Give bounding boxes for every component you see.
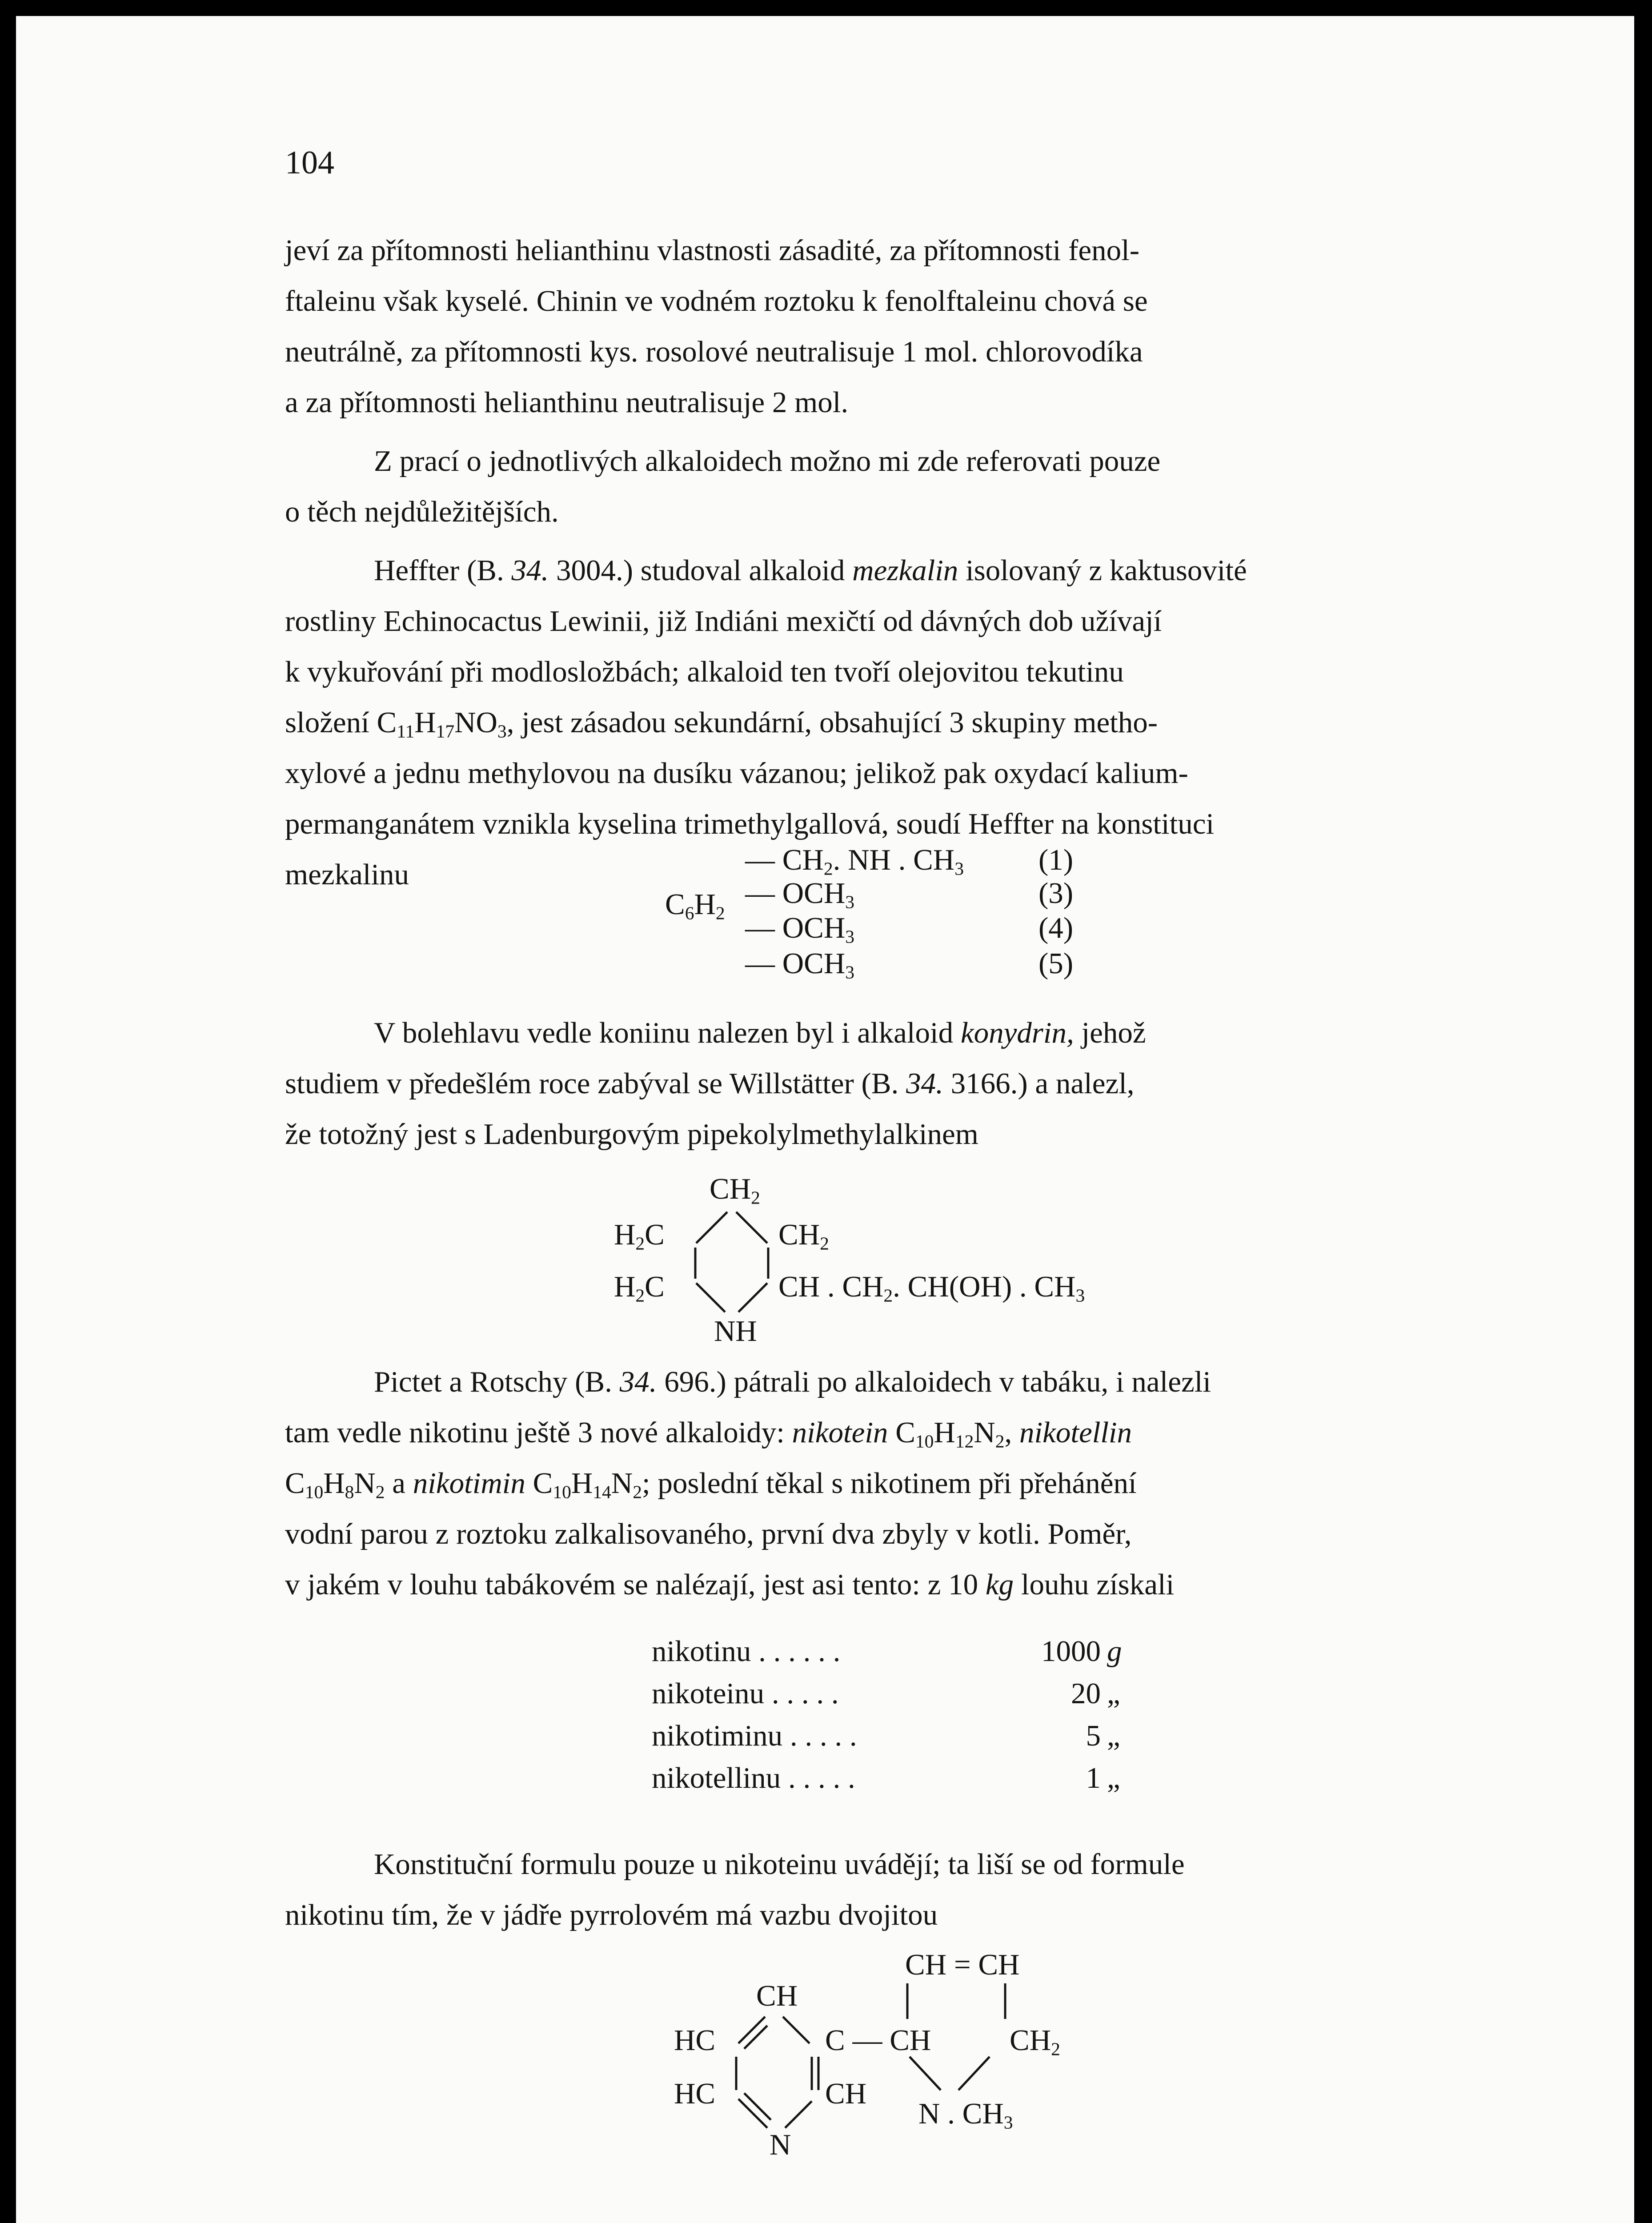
term-nikotein: nikotein [792,1416,888,1449]
document-page: 104 jeví za přítomnosti helianthinu vlastnosti zásadité, za přítomnosti fenol- ftaleinu však kyselé. Chinin ve vodném roztoku k fenolftaleinu chová se neutrálně, za přítomnosti kys. rosolové neutralisuje 1 mol. chlorovodíka a za přítomnosti helianthinu neutralisuje 2 mol. Z prací o jednotlivých alkaloidech možno mi zde referovati pouze o těch nejdůležitějších. Heffter (B. 34. 3004.) studoval alkaloid mezkalin isolovaný z kaktusovité rostliny Echinocactus Lewinii, již Indiáni mexičtí od dávných dob užívají k vykuřování při modlosložbách; alkaloid ten tvoří olejovitou tekutinu složení $C_{11}H_{17}NO_3$, jest zásadou sekundární, obsahující 3 skupiny metho- xylové a jednu methylovou na dusíku vázanou; jelikož pak oxydací kalium- permanganátem vznikla kyselina trimethylgallová, soudí Heffter na konstituci mezkalinu $C_6H_2$ — $CH_2$. NH . $CH_3$ (1) — $OCH_3$ (3) — $OCH_3$ (4) — $OCH_3$ (5) V bolehlavu vedle koniinu nalezen byl i alkaloid konydrin, jehož studiem v předešlém roce zabýval se Willstätter (B. 34. 3166.) a nalezl, že totožný jest s Ladenburgovým pipekolylmethylalkinem $CH_2$ $H_2C$ $CH_2$ $H_2C$ CH . $CH_2$. CH(OH) . $CH_3$ NH Pictet a Rotschy (B. 34. 696.) pátrali po alkaloidech v tabáku, i nalezli tam vedle nikotinu ještě 3 nové alkaloidy: nikotein $C_{10}H_{12}N_2$, nikotellin $C_{10}H_8N_2$ a nikotimin $C_{10}H_{14}N_2$; poslední těkal s nikotinem při přehánění vodní parou z roztoku zalkalisovaného, první dva zbyly v kotli. Poměr, v jakém v louhu tabákovém se nalézají, jest asi tento: z 10 kg louhu získali nikotinu . . . . . . 1000 g nikoteinu . . . . . 20 „ nikotiminu . . . . . 5 „ nikotellinu . . . . . 1 „ Konstituční formulu pouze u nikoteinu uvádějí; ta liší se od formule nikotinu tím, že v jádře pyrrolovém má vazbu dvojitou CH = CH CH HC C — CH $CH_2$ HC CH N . $CH_3$ N [16,16,1634,2223]
table-row: nikoteinu . . . . . 20 „ [652,1677,1120,1710]
page-number: 104 [285,144,334,181]
table-row: nikotinu . . . . . . 1000 g [652,1635,1122,1668]
bond-line [785,2101,812,2128]
nikotein-ring-bonds [16,16,1634,2223]
paragraph-3: Heffter (B. 34. 3004.) studoval alkaloid mezkalin isolovaný z kaktusovité rostliny Echinocactus Lewinii, již Indiáni mexičtí od dávných dob užívají k vykuřování při modlosložbách; alkaloid ten tvoří olejovitou tekutinu složení $C_{11}H_{17}NO_3$, jest zásadou sekundární, obsahující 3 skupiny metho- xylové a jednu methylovou na dusíku vázanou; jelikož pak oxydací kalium- permanganátem vznikla kyselina trimethylgallová, soudí Heffter na konstituci mezkalinu [285,554,1247,891]
paragraph-1: jeví za přítomnosti helianthinu vlastnosti zásadité, za přítomnosti fenol- ftaleinu však kyselé. Chinin ve vodném roztoku k fenolftaleinu chová se neutrálně, za přítomnosti kys. rosolové neutralisuje 1 mol. chlorovodíka a za přítomnosti helianthinu neutralisuje 2 mol. [285,234,1148,419]
bond-line [744,2093,771,2120]
term-nikotellin: nikotellin [1019,1416,1132,1449]
paragraph-4: V bolehlavu vedle koniinu nalezen byl i alkaloid konydrin, jehož studiem v předešlém roce zabýval se Willstätter (B. 34. 3166.) a nalezl, že totožný jest s Ladenburgovým pipekolylmethylalkinem [285,1016,1146,1151]
paragraph-6: Konstituční formulu pouze u nikoteinu uvádějí; ta liší se od formule nikotinu tím, že v jádře pyrrolovém má vazbu dvojitou [285,1848,1185,1931]
bond-line [744,2026,767,2049]
table-row: nikotellinu . . . . . 1 „ [652,1762,1120,1794]
term-mezkalin: mezkalin [852,554,958,587]
bond-line [910,2057,941,2090]
paragraph-5: Pictet a Rotschy (B. 34. 696.) pátrali po alkaloidech v tabáku, i nalezli tam vedle nikotinu ještě 3 nové alkaloidy: nikotein $C_{10}H_{12}N_2$, nikotellin $C_{10}H_8N_2$ a nikotimin $C_{10}H_{14}N_2$; poslední těkal s nikotinem při přehánění vodní parou z roztoku zalkalisovaného, první dva zbyly v kotli. Poměr, v jakém v louhu tabákovém se nalézají, jest asi tento: z 10 kg louhu získali [285,1365,1211,1601]
bond-line [738,2017,765,2043]
table-row: nikotiminu . . . . . 5 „ [652,1719,1120,1752]
bond-line [783,2017,810,2043]
term-nikotimin: nikotimin [413,1467,525,1500]
bond-line [958,2057,990,2090]
paragraph-2: Z prací o jednotlivých alkaloidech možno mi zde referovati pouze o těch nejdůležitějších. [285,445,1161,528]
term-konydrin: konydrin, [960,1016,1074,1049]
